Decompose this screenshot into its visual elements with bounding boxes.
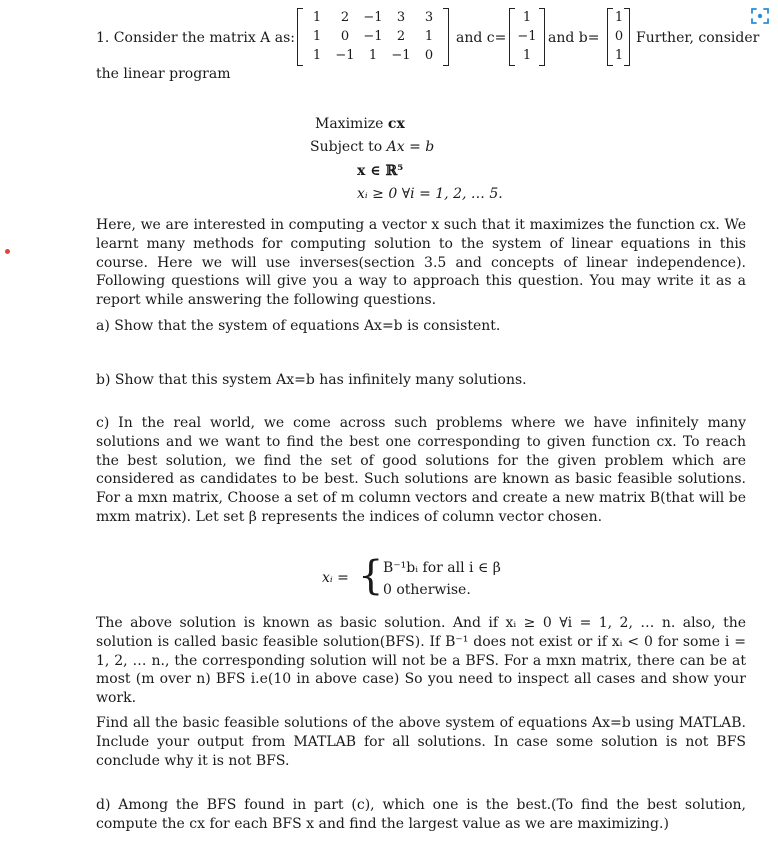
- vector-c-cell: 1: [522, 10, 532, 25]
- matlab-paragraph: Find all the basic feasible solutions of the above system of equations Ax=b using MATLAB. Include your output from MATLAB for all solutions. In case some solution is not BFS conclude why it is not BFS.: [96, 715, 746, 769]
- lp-maximize: Maximize cx: [315, 116, 405, 132]
- part-c: c) In the real world, we come across such problems where we have infinitely many solutions and we want to find the best one corresponding to given function cx. To reach the best solution, we find the set of good solutions for the given problem which are considered as candidates to be best. Such solutions are known as basic feasible solutions. For a mxn matrix, Choose a set of m column vectors and create a new matrix B(that will be mxm matrix). Let set β represents the indices of column vector chosen.: [96, 415, 746, 525]
- matrix-a-cell: −1: [363, 29, 383, 44]
- further-consider: Further, consider: [636, 30, 760, 46]
- part-b: b) Show that this system Ax=b has infinitely many solutions.: [96, 372, 527, 388]
- and-c-label: and c=: [456, 30, 507, 46]
- vector-b-cell: 1: [614, 48, 624, 63]
- margin-marker-dot: [5, 249, 10, 254]
- matrix-a-cell: 1: [424, 29, 434, 44]
- matrix-a-cell: 1: [312, 48, 322, 63]
- matrix-a-cell: 1: [312, 29, 322, 44]
- piecewise-case-1: B⁻¹bᵢ for all i ∈ β: [383, 560, 501, 576]
- matrix-a-cell: −1: [363, 10, 383, 25]
- intro-paragraph: Here, we are interested in computing a vector x such that it maximizes the function cx. We learnt many methods for computing solution to the system of linear equations in this course. Here we will use inverses(section 3.5 and concepts of linear independence). Following questions will give you a way to approach this question. You may write it as a report while answering the following questions.: [96, 217, 746, 309]
- matrix-a-cell: −1: [335, 48, 355, 63]
- matrix-a-cell: 0: [424, 48, 434, 63]
- piecewise-case-2: 0 otherwise.: [383, 582, 471, 598]
- question-intro: 1. Consider the matrix A as:: [96, 30, 295, 46]
- bfs-paragraph: The above solution is known as basic solution. And if xᵢ ≥ 0 ∀i = 1, 2, … n. also, the solution is called basic feasible solution(BFS). If B⁻¹ does not exist or if xᵢ < 0 for some i = 1, 2, … n., the corresponding solution will not be a BFS. For a mxn matrix, there can be at most (m over n) BFS i.e(10 in above case) So you need to inspect all cases and show your work.: [96, 615, 746, 707]
- vector-b-cell: 0: [614, 29, 624, 44]
- lp-nonnegativity: xᵢ ≥ 0 ∀i = 1, 2, … 5.: [357, 186, 503, 202]
- matrix-a-cell: 3: [396, 10, 406, 25]
- and-b-label: and b=: [548, 30, 600, 46]
- matrix-a-cell: 1: [368, 48, 378, 63]
- matrix-a-cell: 0: [340, 29, 350, 44]
- piecewise-brace: {: [358, 553, 384, 599]
- vector-b-cell: 1: [614, 10, 624, 25]
- vector-c-cell: 1: [522, 48, 532, 63]
- lp-subject-to: Subject to Ax = b: [310, 139, 435, 155]
- linear-program-label: the linear program: [96, 66, 231, 82]
- vector-c-cell: −1: [517, 29, 537, 44]
- part-d: d) Among the BFS found in part (c), which one is the best.(To find the best solution, compute the cx for each BFS x and find the largest value as we are maximizing.): [96, 797, 746, 832]
- part-a: a) Show that the system of equations Ax=b is consistent.: [96, 318, 501, 334]
- matrix-a-cell: 3: [424, 10, 434, 25]
- piecewise-lhs: xᵢ =: [322, 570, 349, 586]
- scan-text-icon[interactable]: [750, 6, 770, 26]
- matrix-a-cell: −1: [391, 48, 411, 63]
- lp-domain: x ∈ ℝ⁵: [357, 163, 404, 179]
- matrix-a-cell: 1: [312, 10, 322, 25]
- matrix-a-cell: 2: [396, 29, 406, 44]
- matrix-a-cell: 2: [340, 10, 350, 25]
